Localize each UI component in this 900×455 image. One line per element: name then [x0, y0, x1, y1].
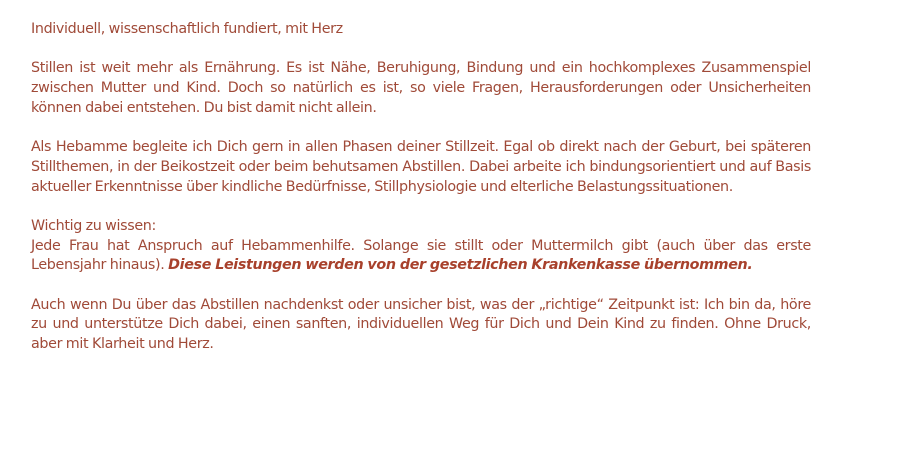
paragraph-wichtig [31, 237, 811, 276]
content-block [31, 20, 811, 355]
spacer [31, 197, 811, 217]
wichtig-heading: Wichtig zu wissen: [31, 217, 156, 234]
tagline: Individuell, wissenschaftlich fundiert, mit Herz [31, 21, 343, 37]
paragraph-stillen: Stillen ist weit mehr als Ernährung. Es ist Nähe, Beruhigung, Bindung und ein hochkomplexes Zusammenspiel zwischen Mutter und Kind. Doch so natürlich es ist, so viele Fragen, Herausforderungen oder Unsicherheiten können dabei entstehen. Du bist damit nicht allein. [31, 60, 811, 116]
spacer [31, 276, 811, 296]
wichtig-emphasis: Diese Leistungen werden von der gesetzlichen Krankenkasse übernommen. [168, 257, 753, 274]
paragraph-hebamme: Als Hebamme begleite ich Dich gern in allen Phasen deiner Stillzeit. Egal ob direkt nach der Geburt, bei späteren Stillthemen, in der Beikostzeit oder beim behutsamen Abstillen. Dabei arbeite ich bindungsorientiert und auf Basis aktueller Erkenntnisse über kindliche Bedürfnisse, Stillphysiologie und elterliche Belastungssituationen. [31, 139, 811, 195]
spacer [31, 40, 811, 60]
wichtig-text: Jede Frau hat Anspruch auf Hebammenhilfe. Solange sie stillt oder Muttermilch gibt (auch über das erste Lebensjahr hinaus). [31, 237, 811, 274]
paragraph-abstillen: Auch wenn Du über das Abstillen nachdenkst oder unsicher bist, was der „richtige“ Zeitpunkt ist: Ich bin da, höre zu und unterstütze Dich dabei, einen sanften, individuellen Weg für Dich und Dein Kind zu finden. Ohne Druck, aber mit Klarheit und Herz. [31, 296, 811, 353]
spacer [31, 119, 811, 139]
